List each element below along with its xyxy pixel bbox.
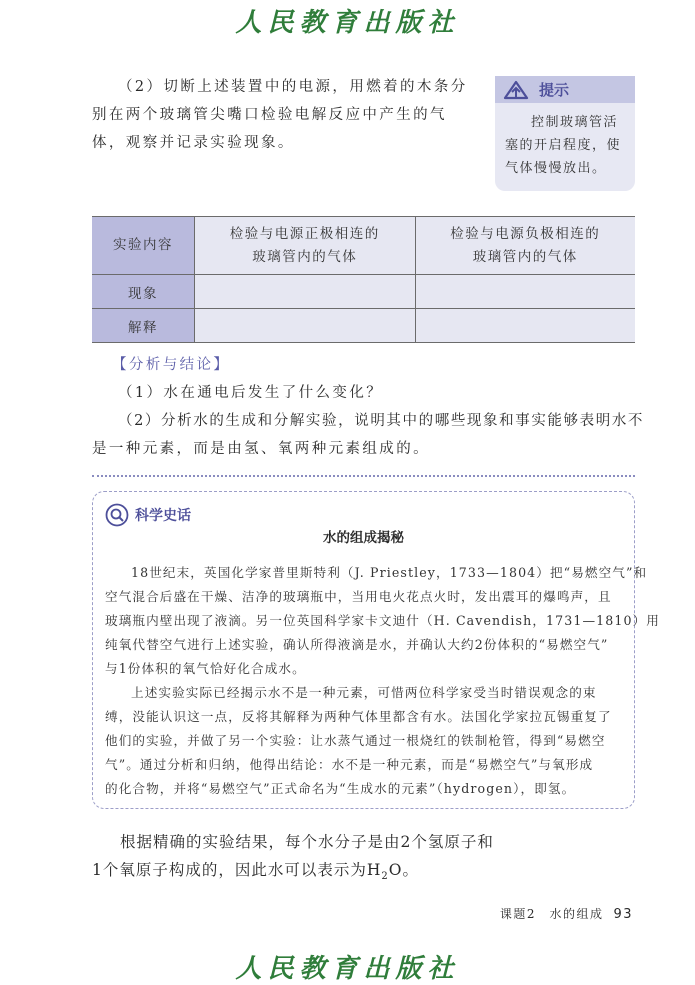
text-line: 根据精确的实验结果，每个水分子是由2个氢原子和: [120, 833, 494, 851]
header-line: 检验与电源正极相连的: [229, 225, 380, 242]
table-cell[interactable]: [195, 309, 416, 343]
text-line: 体，观察并记录实验现象。: [92, 135, 295, 151]
table-cell[interactable]: [415, 275, 635, 309]
science-history-label: [105, 503, 191, 527]
table-header-cell: [415, 217, 635, 275]
table-row: [92, 275, 635, 309]
story-line: 18世纪末，英国化学家普里斯特利（J. Priestley，1733—1804）把“易燃空气”和: [131, 565, 648, 580]
page-footer: [500, 905, 633, 922]
publisher-logo-top: 人民教育出版社: [235, 8, 460, 38]
text-line: （2）分析水的生成和分解实验，说明其中的哪些现象和事实能够表明水不: [118, 413, 645, 429]
table-row: [92, 309, 635, 343]
subscript: 2: [381, 871, 389, 883]
tip-title: 提示: [539, 81, 570, 99]
tip-icon: [503, 80, 529, 100]
story-line: 他们的实验，并做了另一个实验：让水蒸气通过一根烧红的铁制枪管，得到“易燃空: [105, 733, 606, 748]
tip-line: 塞的开启程度，使: [505, 138, 622, 153]
story-line: 上述实验实际已经揭示水不是一种元素，可惜两位科学家受当时错误观念的束: [131, 685, 597, 700]
story-line: 空气混合后盛在干燥、洁净的玻璃瓶中，当用电火花点火时，发出震耳的爆鸣声，且: [105, 589, 612, 604]
text-line: 是一种元素，而是由氢、氧两种元素组成的。: [92, 441, 430, 457]
text: O。: [388, 861, 419, 879]
table-header-row: [92, 217, 635, 275]
text: 1个氧原子构成的，因此水可以表示为H: [92, 861, 382, 879]
analysis-title: 【分析与结论】: [112, 357, 231, 373]
page-number: 93: [613, 907, 633, 922]
header-line: 玻璃管内的气体: [252, 248, 358, 265]
science-history-box: [92, 491, 660, 809]
experiment-table: [92, 216, 635, 343]
story-line: 玻璃瓶内壁出现了液滴。另一位英国科学家卡文迪什（H. Cavendish，1731—1810）用: [105, 613, 660, 628]
story-line: 与1份体积的氧气恰好化合成水。: [105, 661, 306, 676]
table-cell[interactable]: [195, 275, 416, 309]
text-line: [92, 858, 419, 882]
label-text: 科学史话: [135, 508, 191, 524]
text-line: （2）切断上述装置中的电源，用燃着的木条分: [118, 79, 468, 95]
story-line: 的化合物，并将“易燃空气”正式命名为“生成水的元素”（hydrogen），即氢。: [105, 781, 576, 796]
text-line: 别在两个玻璃管尖嘴口检验电解反应中产生的气: [92, 107, 447, 123]
text-line: （1）水在通电后发生了什么变化？: [118, 385, 384, 401]
table-header-cell: [195, 217, 416, 275]
tip-line: 气体慢慢放出。: [505, 161, 607, 176]
dotted-divider: [92, 475, 635, 477]
tip-line: 控制玻璃管活: [531, 115, 619, 130]
header-line: 玻璃管内的气体: [472, 248, 578, 265]
table-header-cell: 实验内容: [92, 217, 195, 275]
section-title: 课题2 水的组成: [499, 907, 604, 921]
row-label: 现象: [92, 275, 195, 309]
tip-header: [495, 76, 635, 103]
publisher-logo-bottom: 人民教育出版社: [235, 954, 460, 984]
table-cell[interactable]: [415, 309, 635, 343]
story-line: 纯氧代替空气进行上述实验，确认所得液滴是水，并确认大约2份体积的“易燃空气”: [105, 637, 609, 652]
tip-box: [495, 76, 635, 191]
story-line: 气”。通过分析和归纳，他得出结论：水不是一种元素，而是“易燃空气”与氧形成: [105, 757, 594, 772]
header-line: 检验与电源负极相连的: [450, 225, 601, 242]
story-line: 缚，没能认识这一点，反将其解释为两种气体里都含有水。法国化学家拉瓦锡重复了: [105, 709, 612, 724]
magnifier-icon: [105, 503, 129, 527]
story-title: 水的组成揭秘: [323, 530, 404, 546]
row-label: 解释: [92, 309, 195, 343]
